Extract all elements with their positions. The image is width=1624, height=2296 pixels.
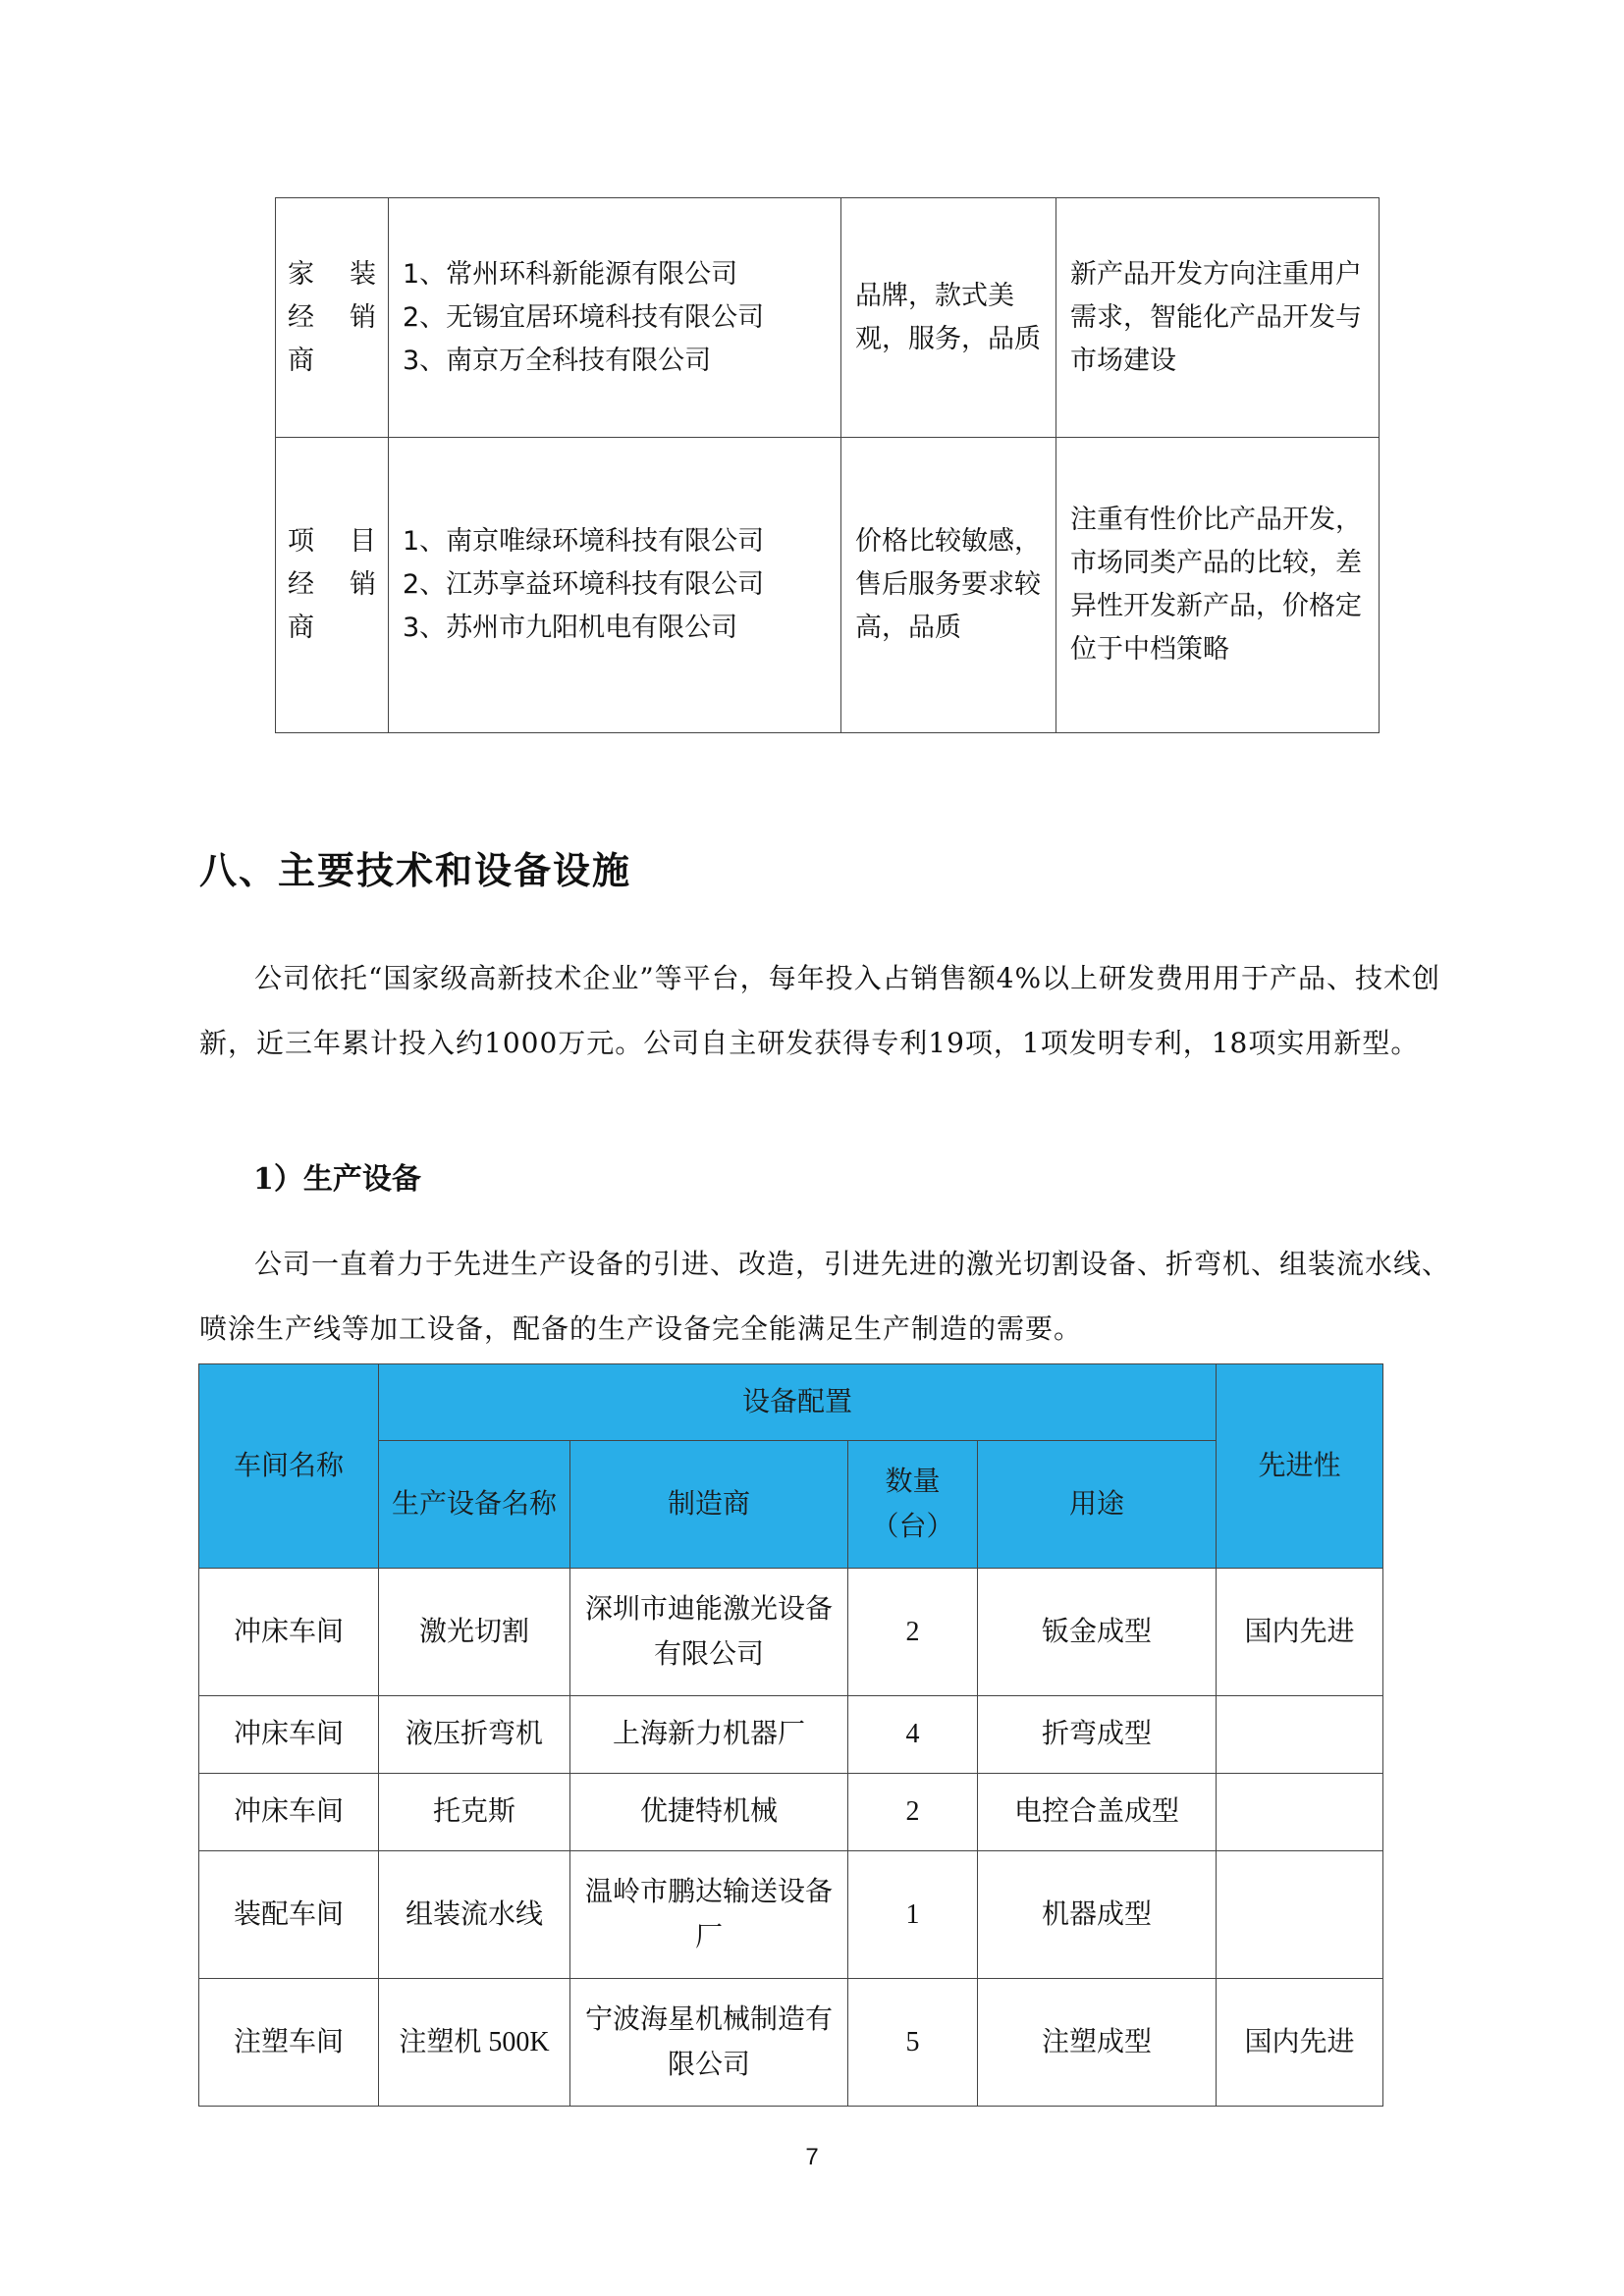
company-item: 1、常州环科新能源有限公司 [403, 258, 738, 290]
quantity-cell: 4 [848, 1696, 978, 1774]
advanced-cell [1217, 1696, 1383, 1774]
company-item: 2、江苏享益环境科技有限公司 [403, 569, 765, 600]
companies-cell [389, 198, 841, 438]
company-item: 1、南京唯绿环境科技有限公司 [403, 526, 765, 557]
category-cell [276, 438, 389, 733]
table-row [199, 1696, 1383, 1774]
manufacturer-cell: 温岭市鹏达输送设备厂 [570, 1851, 848, 1979]
strategy-cell: 新产品开发方向注重用户需求，智能化产品开发与市场建设 [1056, 198, 1380, 438]
equipment-cell: 托克斯 [379, 1774, 570, 1851]
category-char: 目 [350, 526, 376, 557]
paragraph: 公司一直着力于先进生产设备的引进、改造，引进先进的激光切割设备、折弯机、组装流水线、喷涂生产线等加工设备，配备的生产设备完全能满足生产制造的需要。 [199, 1248, 1451, 1345]
table-row [199, 1774, 1383, 1851]
table-row [199, 1851, 1383, 1979]
manufacturer-cell: 上海新力机器厂 [570, 1696, 848, 1774]
workshop-cell: 冲床车间 [199, 1696, 379, 1774]
factors-cell: 价格比较敏感，售后服务要求较高，品质 [841, 438, 1056, 733]
header-equipment-name: 生产设备名称 [379, 1441, 570, 1569]
header-manufacturer: 制造商 [570, 1441, 848, 1569]
category-char: 装 [350, 258, 376, 290]
manufacturer-cell: 宁波海星机械制造有限公司 [570, 1979, 848, 2107]
manufacturer-cell: 优捷特机械 [570, 1774, 848, 1851]
usage-cell: 钣金成型 [978, 1569, 1217, 1696]
category-char: 经 [288, 301, 314, 333]
category-char: 经 [288, 569, 314, 600]
advanced-cell: 国内先进 [1217, 1979, 1383, 2107]
page-number: 7 [805, 2144, 819, 2170]
header-row [199, 1364, 1383, 1441]
workshop-cell: 装配车间 [199, 1851, 379, 1979]
manufacturer-cell: 深圳市迪能激光设备有限公司 [570, 1569, 848, 1696]
quantity-cell: 1 [848, 1851, 978, 1979]
header-usage: 用途 [978, 1441, 1217, 1569]
usage-cell: 机器成型 [978, 1851, 1217, 1979]
header-advanced: 先进性 [1217, 1364, 1383, 1569]
sub-heading: 1）生产设备 [253, 1162, 421, 1197]
company-item: 3、苏州市九阳机电有限公司 [403, 613, 738, 643]
section-heading: 八、主要技术和设备设施 [199, 848, 632, 892]
workshop-cell: 注塑车间 [199, 1979, 379, 2107]
company-item: 3、南京万全科技有限公司 [403, 345, 712, 376]
header-workshop: 车间名称 [199, 1364, 379, 1569]
category-char: 家 [288, 258, 314, 290]
equipment-cell: 激光切割 [379, 1569, 570, 1696]
quantity-cell: 2 [848, 1774, 978, 1851]
advanced-cell [1217, 1774, 1383, 1851]
advanced-cell [1217, 1851, 1383, 1979]
header-quantity: 数量（台） [848, 1441, 978, 1569]
workshop-cell: 冲床车间 [199, 1569, 379, 1696]
company-item: 2、无锡宜居环境科技有限公司 [403, 301, 765, 333]
workshop-cell: 冲床车间 [199, 1774, 379, 1851]
category-cell [276, 198, 389, 438]
table-row [199, 1979, 1383, 2107]
quantity-cell: 5 [848, 1979, 978, 2107]
factors-cell: 品牌，款式美观，服务，品质 [841, 198, 1056, 438]
category-char: 项 [288, 526, 314, 557]
advanced-cell: 国内先进 [1217, 1569, 1383, 1696]
table-row [199, 1569, 1383, 1696]
category-char: 销 [350, 301, 376, 333]
equipment-cell: 液压折弯机 [379, 1696, 570, 1774]
header-config: 设备配置 [379, 1364, 1217, 1441]
category-char: 商 [288, 345, 314, 376]
usage-cell: 电控合盖成型 [978, 1774, 1217, 1851]
equipment-cell: 注塑机 500K [379, 1979, 570, 2107]
category-char: 商 [288, 613, 314, 643]
paragraph: 公司依托“国家级高新技术企业”等平台，每年投入占销售额4%以上研发费用用于产品、技术创新，近三年累计投入约1000万元。公司自主研发获得专利19项，1项发明专利，18项实用新型。 [199, 962, 1441, 1059]
quantity-cell: 2 [848, 1569, 978, 1696]
companies-cell [389, 438, 841, 733]
table-row [276, 198, 1380, 438]
equipment-cell: 组装流水线 [379, 1851, 570, 1979]
dealer-table [275, 197, 1380, 733]
equipment-table [198, 1363, 1383, 2107]
table-row [276, 438, 1380, 733]
category-char: 销 [350, 569, 376, 600]
usage-cell: 注塑成型 [978, 1979, 1217, 2107]
usage-cell: 折弯成型 [978, 1696, 1217, 1774]
strategy-cell: 注重有性价比产品开发，市场同类产品的比较，差异性开发新产品，价格定位于中档策略 [1056, 438, 1380, 733]
